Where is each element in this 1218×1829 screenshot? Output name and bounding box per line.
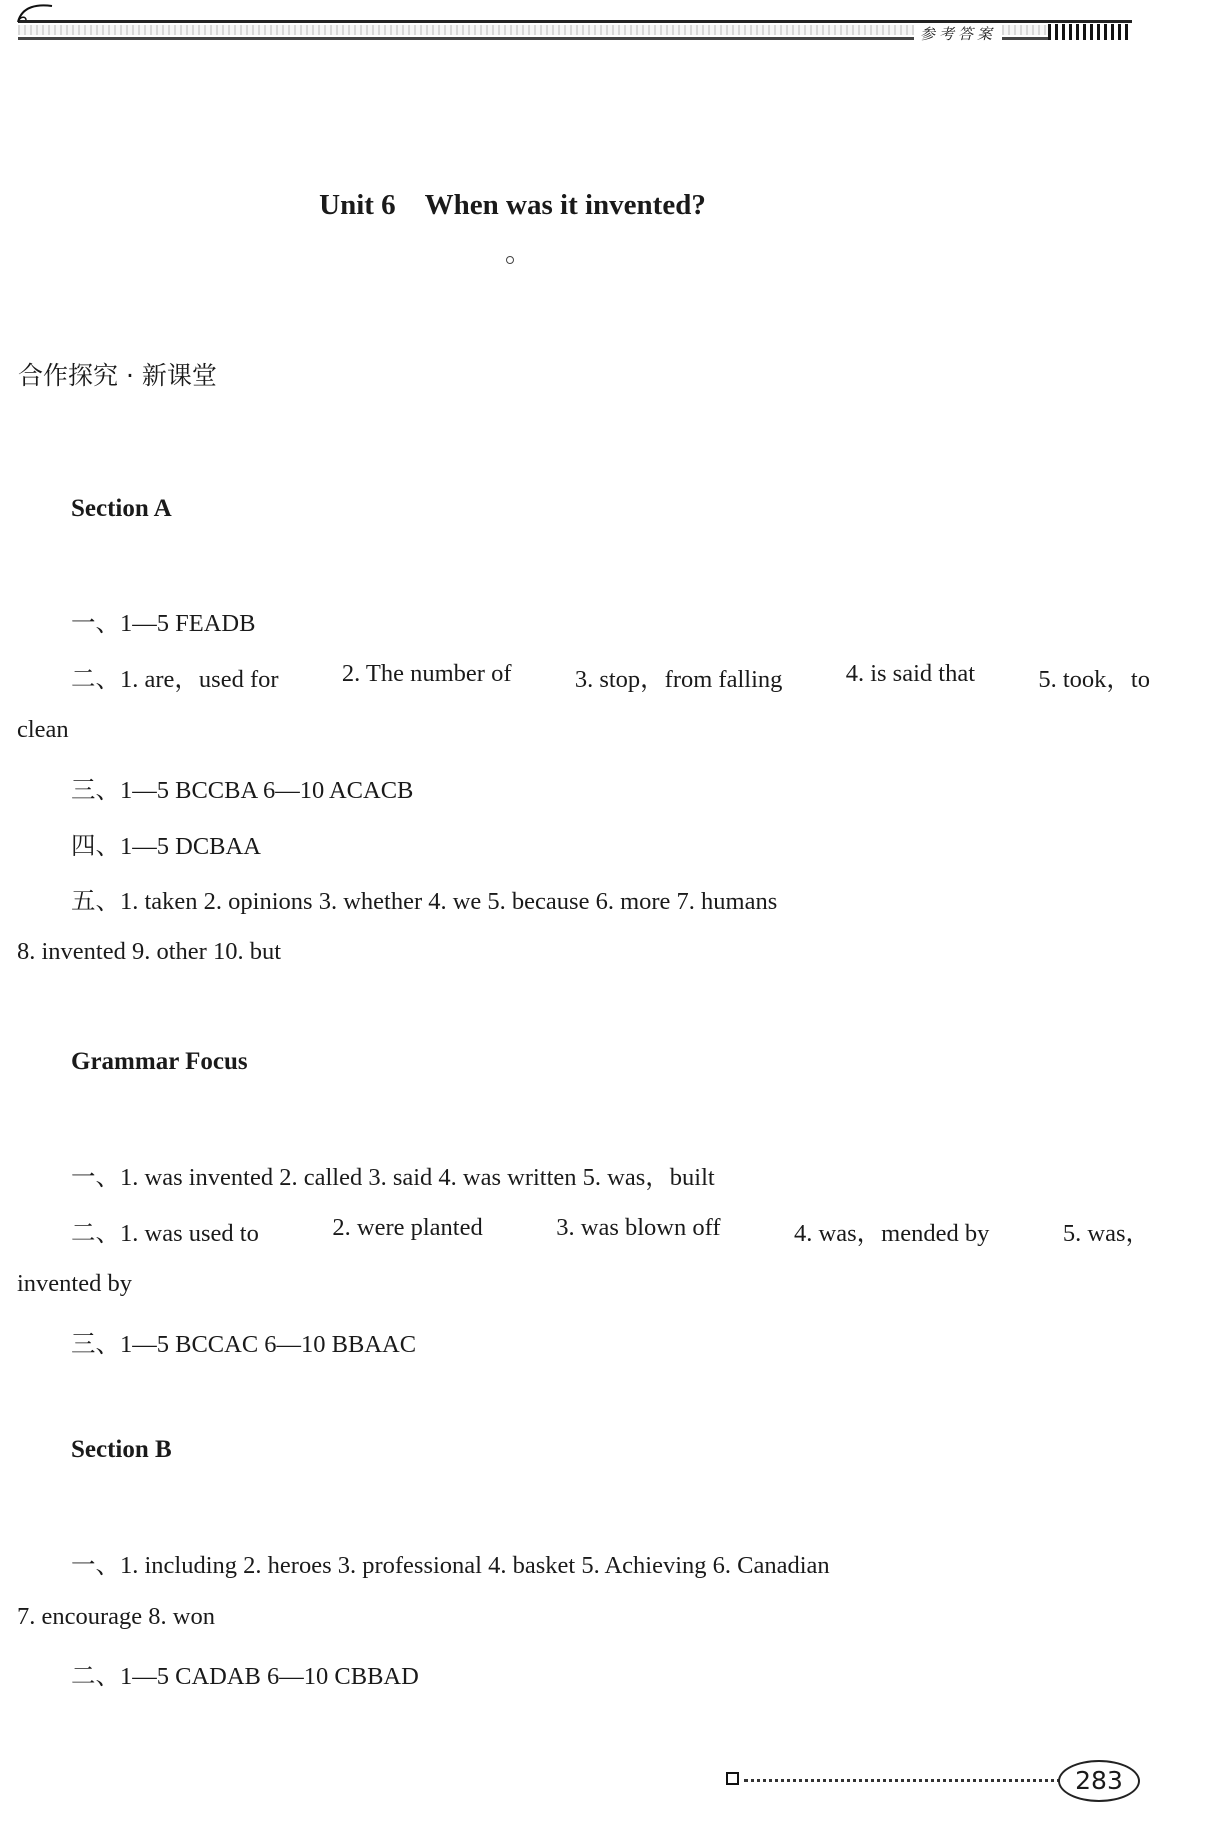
answer-item: 4. is said that	[845, 660, 975, 687]
section-heading: 合作探究 · 新课堂	[18, 361, 217, 390]
page-header	[18, 20, 1132, 43]
answer-line: 一、1. including 2. heroes 3. professional 4. basket 5. Achieving 6. Canadian	[71, 1552, 830, 1579]
answer-line: 一、1—5 FEADB	[71, 610, 256, 637]
answer-item: 5. took，to	[1038, 666, 1150, 693]
answer-item: 5. was，	[1062, 1220, 1150, 1247]
unit-title: Unit 6 When was it invented?	[319, 189, 706, 221]
answer-line: 二、1—5 CADAB 6—10 CBBAD	[71, 1663, 419, 1690]
answer-line-continuation: 8. invented 9. other 10. but	[17, 938, 282, 965]
answer-line-continuation: clean	[17, 716, 69, 743]
answer-item: 3. was blown off	[556, 1214, 721, 1241]
page-number: 283	[1058, 1760, 1140, 1802]
answer-line: 四、1—5 DCBAA	[71, 833, 261, 860]
answer-line: 三、1—5 BCCAC 6—10 BBAAC	[71, 1331, 417, 1358]
answer-item: 4. was，mended by	[794, 1220, 990, 1247]
page-footer	[726, 1760, 1166, 1810]
answer-line-continuation: 7. encourage 8. won	[17, 1603, 215, 1630]
answer-line-justified	[71, 1214, 1150, 1249]
grammar-focus-heading: Grammar Focus	[71, 1048, 248, 1075]
answer-item: 二、1. are，used for	[71, 666, 279, 693]
answer-line: 一、1. was invented 2. called 3. said 4. was written 5. was，built	[71, 1164, 715, 1191]
answer-item: 2. were planted	[332, 1214, 483, 1241]
answer-line: 五、1. taken 2. opinions 3. whether 4. we 5. because 6. more 7. humans	[71, 888, 778, 915]
curl-icon	[14, 2, 54, 24]
decorative-dot	[506, 256, 514, 264]
square-bullet-icon	[726, 1772, 739, 1785]
answer-item: 2. The number of	[341, 660, 512, 687]
answer-item: 3. stop，from falling	[574, 666, 783, 693]
section-a-heading: Section A	[71, 495, 172, 522]
answer-line-continuation: invented by	[17, 1270, 132, 1297]
section-b-heading: Section B	[71, 1436, 172, 1463]
dotted-leader	[744, 1779, 1074, 1782]
header-tick-marks	[1048, 24, 1132, 40]
answer-line-justified	[71, 660, 1150, 695]
answer-line: 三、1—5 BCCBA 6—10 ACACB	[71, 777, 414, 804]
answer-item: 二、1. was used to	[71, 1220, 259, 1247]
header-label: 参考答案	[914, 23, 1002, 44]
